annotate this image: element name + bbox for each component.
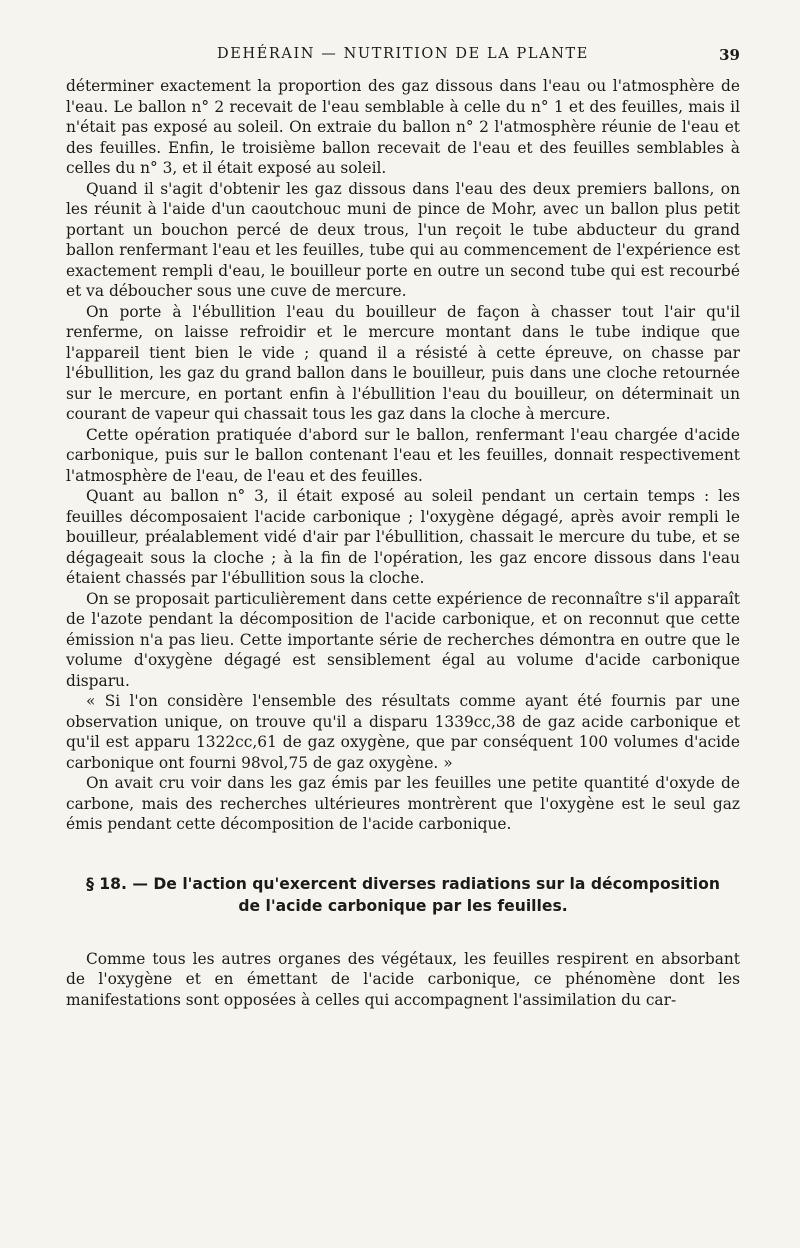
paragraph: Quant au ballon n° 3, il était exposé au soleil pendant un certain temps : les feuilles décomposaient l'acide carbonique ; l'oxygène dégagé, après avoir rempli le bouilleur, préalablement vidé d'air par l'ébullition, chassait le mercure du tube, et se dégageait sous la cloche ; à la fin de l'opération, les gaz encore dissous dans l'eau étaient chassés par l'ébullition sous la cloche.: [66, 487, 740, 587]
paragraph: Comme tous les autres organes des végétaux, les feuilles respirent en absorbant de l'oxygène et en émettant de l'acide carbonique, ce phénomène dont les manifestations sont opposées à celles qui accompagnent l'assimilation du car-: [66, 949, 740, 1009]
page-number: 39: [719, 46, 740, 64]
page-body: [66, 76, 740, 1010]
paragraph: déterminer exactement la proportion des gaz dissous dans l'eau ou l'atmosphère de l'eau. Le ballon n° 2 recevait de l'eau semblable à celle du n° 1 et des feuilles, mais il n'était pas exposé au soleil. On extraie du ballon n° 2 l'atmosphère réunie de l'eau et des feuilles. Enfin, le troisième ballon recevait de l'eau et des feuilles semblables à celles du n° 3, et il était exposé au soleil.: [66, 77, 740, 177]
paragraph: « Si l'on considère l'ensemble des résultats comme ayant été fournis par une observation unique, on trouve qu'il a disparu 1339cc,38 de gaz acide carbonique et qu'il est apparu 1322cc,61 de gaz oxygène, que par conséquent 100 volumes d'acide carbonique ont fourni 98vol,75 de gaz oxygène. »: [66, 692, 740, 772]
paragraph: Cette opération pratiquée d'abord sur le ballon, renfermant l'eau chargée d'acide carbonique, puis sur le ballon contenant l'eau et les feuilles, donnait respectivement l'atmosphère de l'eau, de l'eau et des feuilles.: [66, 425, 740, 485]
section-heading: [66, 873, 740, 917]
paragraph: On avait cru voir dans les gaz émis par les feuilles une petite quantité d'oxyde de carbone, mais des recherches ultérieures montrèrent que l'oxygène est le seul gaz émis pendant cette décomposition de l'acide carbonique.: [66, 774, 740, 833]
running-title: DEHÉRAIN — NUTRITION DE LA PLANTE: [217, 46, 589, 62]
section-heading-line: § 18. — De l'action qu'exercent diverses radiations sur la décomposition: [86, 874, 720, 893]
paragraph: On porte à l'ébullition l'eau du bouilleur de façon à chasser tout l'air qu'il renferme, on laisse refroidir et le mercure montant dans le tube indique que l'appareil tient bien le vide ; quand il a résisté à cette épreuve, on chasse par l'ébullition, les gaz du grand ballon dans le bouilleur, puis dans une cloche retournée sur le mercure, en portant enfin à l'ébullition l'eau du bouilleur, on déterminait un courant de vapeur qui chassait tous les gaz dans la cloche à mercure.: [66, 302, 740, 423]
page-header: [66, 46, 740, 68]
section-heading-line: de l'acide carbonique par les feuilles.: [238, 896, 568, 915]
paragraph: On se proposait particulièrement dans cette expérience de reconnaître s'il apparaît de l'azote pendant la décomposition de l'acide carbonique, et on reconnut que cette émission n'a pas lieu. Cette importante série de recherches démontra en outre que le volume d'oxygène dégagé est sensiblement égal au volume d'acide carbonique disparu.: [66, 589, 740, 690]
paragraph: Quand il s'agit d'obtenir les gaz dissous dans l'eau des deux premiers ballons, on les réunit à l'aide d'un caoutchouc muni de pince de Mohr, avec un ballon plus petit portant un bouchon percé de deux trous, l'un reçoit le tube abducteur du grand ballon renfermant l'eau et les feuilles, tube qui au commencement de l'expérience est exactement rempli d'eau, le bouilleur porte en outre un second tube qui est recourbé et va déboucher sous une cuve de mercure.: [66, 179, 740, 300]
